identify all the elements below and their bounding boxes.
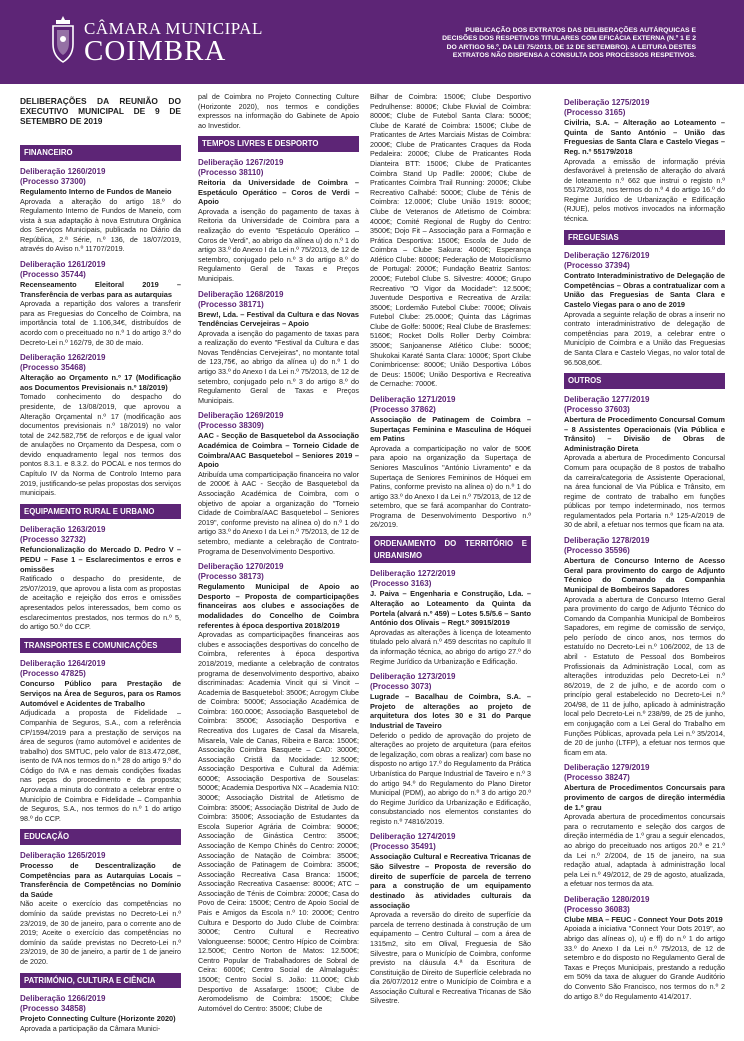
deliberation-title: Civilria, S.A. – Alteração ao Loteamento – Quinta de Santo António – União das Freguesias de Santa Clara e Castelo Viegas – Reg. n.º 55179/2018 [564, 118, 725, 156]
column-2 [198, 92, 359, 1037]
continued-text: Bilhar de Coimbra: 1500€; Clube Desportivo Pedrulhense: 8000€; Clube Fluvial de Coimbra: 8000€; Clube de Futebol Santa Clara: 5000€; Clube de Karaté de Coimbra: 1500€; Clube de Praticantes de Artes Marciais Mistas de Coimbra: 2000€; Clube de Praticantes Craques da Roda Pedaleira: 2000€; Clube de Praticantes Roda Dianteira BTT: 1500€; Clube de Praticantes Coimbra Stand Up Padlle: 2000€; Clube de Praticantes Coimbra Trail Running: 2000€; Clube Recreativo Calhabé: 5000€; Clube de Ténis de Coimbra: 12.000€; Clube União 1919: 8000€; Clube de Veteranos de Atletismo de Coimbra: 4000€; Comité Regional de Rugby do Centro: 3500€; Dojo Fit – Associação para a Formação e Prática Desportiva: 1500€; Escola de Judo de Coimbra – Clube Sakura: 4000€; Esperança Atlético Clube: 8000€; Federação de Motociclismo de Portugal: 2000€; Fundação Beatriz Santos: 2000€; Futebol Clube S. Silvestre: 4000€; Grupo Recreativo "O Vigor da Mocidade": 12.500€; Juventude Desportiva e Recreativa de Arzila: 3500€; Lordemão Futebol Clube: 7000€; Olivais Futebol Clube: 25.000€; Quinta das Lágrimas Clube de Golfe: 5000€; Real Clube de Brasfemes: 5160€; Rocket Dolls Roller Derby Coimbra: 3500€; Sanjoanense Atlético Clube: 5000€; Shukokai Karaté Santa Clara: 1000€; Sport Clube Conimbricense: 8000€; União Desportiva Lóbos de Deus: 1500€; União Desportiva e Recreativa de Cernache: 7000€. [370, 92, 531, 389]
section-heading: TEMPOS LIVRES E DESPORTO [198, 136, 359, 152]
process-number: (Processo 47825) [20, 669, 86, 679]
deliberation-entry [20, 994, 181, 1033]
deliberation-entry [564, 536, 725, 757]
deliberation-body: Aprovada a emissão de informação prévia desfavorável à pretensão de alteração do alvará de loteamento n.º 662 que instrui o registo n.º 55179/2018, nos termos do n.º 4 do artigo 16.º do Regime Jurídico de Urbanização e Edificação (RJUE), pelos motivos invocados na informação técnica. [564, 156, 725, 223]
meeting-title: DELIBERAÇÕES DA REUNIÃO DO EXECUTIVO MUNICIPAL DE 9 DE SETEMBRO DE 2019 [20, 96, 181, 127]
process-number: (Processo 37394) [564, 261, 630, 271]
deliberation-number: Deliberação 1273/2019 [370, 672, 456, 682]
deliberation-entry [20, 659, 181, 823]
deliberation-title: Projeto Connecting Culture (Horizonte 2020) [20, 1014, 176, 1024]
deliberation-entry [198, 562, 359, 1013]
deliberation-title: Abertura de Procedimento Concursal Comum – 8 Assistentes Operacionais (Via Pública e Trânsito) – Divisão de Obras de Administração Direta [564, 414, 725, 453]
deliberation-entry [20, 851, 181, 967]
deliberation-title: Processo de Descentralização de Competências para as Autarquias Locais – Transferência de Competências no Domínio da Saúde [20, 860, 181, 899]
section-heading: EDUCAÇÃO [20, 829, 181, 845]
process-number: (Processo 37603) [564, 404, 630, 414]
deliberation-body: Aprovada a reversão do direito de superfície da parcela de terreno destinada à construção de um equipamento – Centro Cultural – com a área de 1315m2, sito em Olival, Freguesia de São Silvestre, para o Município de Coimbra, conforme previsto na cláusula 4.ª da Escritura de Constituição de Direito de Superfície celebrada no dia 26/07/2012 entre o Município de Coimbra e a Associação Cultural e Recreativa Tricanas de São Silvestre. [370, 910, 531, 1006]
section-heading: PATRIMÓNIO, CULTURA E CIÊNCIA [20, 973, 181, 989]
deliberation-entry [20, 525, 181, 631]
process-number: (Processo 3073) [370, 682, 432, 692]
deliberation-number: Deliberação 1274/2019 [370, 832, 456, 842]
deliberation-body: Adjudicada a proposta de Fidelidade – Companhia de Seguros, S.A., com a referência CP/1594/2019 para a prestação de serviços na área de seguros (ramo automóvel e acidentes de trabalho) dos SMTUC, pelo valor de 813.472,08€, isento de IVA nos termos do n.º 28 do artigo 9.º do Código do IVA e nas demais condições fixadas nas peças do procedimento e da proposta; Aprovada a minuta do contrato a celebrar entre o Município de Coimbra e Fidelidade – Companhia de Seguros, S.A., nos termos do n.º 1 do artigo 98.º do CCP. [20, 708, 181, 823]
deliberation-title: Reitoria da Universidade de Coimbra – Espetáculo Operático – Coros de Verdi – Apoio [198, 178, 359, 207]
deliberation-entry [564, 98, 725, 224]
coimbra-coat-of-arms-logo [50, 14, 76, 68]
process-number: (Processo 38247) [564, 773, 630, 783]
deliberation-body: Deferido o pedido de aprovação do projeto de alterações ao projeto de arquitetura (para efeitos de legalização, com obras a realizar) com base no disposto no artigo 17.º do Regulamento da Prática Urbanística do Parque Industrial de Taveiro e n.º 3 do artigo 94.º do Regulamento do Plano Diretor Municipal (PDM), ao abrigo do n.º 3 do artigo 20.º do Regime Jurídico da Urbanização e Edificação, consubstanciado nos elementos constantes do registo n.º 74816/2019. [370, 730, 531, 826]
deliberation-title: Alteração ao Orçamento n.º 17 (Modificação aos Documentos Previsionais n.º 18/2019) [20, 373, 181, 392]
deliberation-body: Aprovada a participação da Câmara Munici- [20, 1023, 161, 1033]
deliberation-number: Deliberação 1264/2019 [20, 659, 106, 669]
section-heading: FINANCEIRO [20, 145, 181, 161]
column-1 [20, 92, 181, 1037]
deliberation-title: Abertura de Procedimentos Concursais para provimento de cargos de direção intermédia de 1.º grau [564, 783, 725, 812]
brand-line2: COIMBRA [84, 35, 227, 67]
deliberation-body: Aprovadas as comparticipações financeiras aos clubes e associações desportivas do concelho de Coimbra, referentes à época desportiva 2018/2019, mediante a celebração de contratos programa de desenvolvimento desportivo, abaixo discriminadas: Academia Vincit qui si Vincit – Academia de Basquetebol: 3500€; Acrogym Clube de Coimbra: 5000€; Associação Académica de Coimbra: 160.000€; Associação Basquetebol de Coimbra: 3500€; Associação Desportiva e Recreativa dos Lugares de Casal da Misarela, Misarela, Vale de Canas, Ribeira e Barca: 1500€; Associação Coimbra Basquete – CAD: 3000€; Associação Cristã da Mocidade: 12.500€; Associação Desportiva e Cultural da Adémia: 6000€; Associação Desportiva de Souselas: 5000€; Academia Desportiva NX – Academia N10: 3000€; Associação Distrital de Atletismo de Coimbra: 3500€; Associação Distrital de Judo de Coimbra: 3500€; Associação de Estudantes da Escola Superior Agrária de Coimbra: 9000€; Associação de Ginástica Centro: 3500€; Associação de Kempo Chinês do Centro: 2000€; Associação de Natação de Coimbra: 3500€; Associação de Patinagem de Coimbra: 3500€; Associação Recreativa Casa Branca: 1500€; Associação Recreativa Casaense: 8000€; ATC – Associação de Ténis de Coimbra: 2000€; Casa do Povo de Ceira: 1500€; Centro de Apoio Social de Pais e Amigos da Escola n.º 10: 2000€; Centro Cultura e Desporto do Judo Clube de Coimbra: 3000€; Centro Cultural e Recreativo Valongueense: 5000€; Centro Hípico de Coimbra: 12.500€; Centro Norton de Matos: 12.500€; Centro Popular de Trabalhadores de Sobral de Ceira: 6000€; Centro Social de Almalaguês: 1500€; Centro Social S. João: 11.000€; Club Desportivo de Assafarge: 1500€; Clube de Aeromodelismo de Coimbra: 1500€; Clube Automóvel do Centro: 3500€; Clube de [198, 630, 359, 1013]
deliberation-title: Contrato Interadministrativo de Delegação de Competências – Obras a contratualizar com a União das Freguesias de Santa Clara e Castelo Viegas para o ano de 2019 [564, 271, 725, 310]
deliberation-number: Deliberação 1261/2019 [20, 260, 106, 270]
deliberation-body: Aprovada a abertura de Procedimento Concursal Comum para ocupação de 8 postos de trabalho da carreira/categoria de Assistente Operacional, na área funcional de Via Pública e Trânsito, em regime de contrato de trabalho em funções públicas por tempo indeterminado, nos termos regulamentados pela Portaria n.º 125-A/2019 de 30 de abril, a efetuar nos termos que ficam na ata. [564, 453, 725, 530]
deliberation-title: Recenseamento Eleitoral 2019 – Transferência de verbas para as autarquias [20, 280, 181, 299]
deliberation-body: Aprovada abertura de procedimentos concursais para o recrutamento e seleção dos cargos de direção intermédia de 1.º grau a seguir elencados, ao abrigo do preceituado nos artigos 20.º e 21.º da Lei n.º 2/2004, de 15 de janeiro, na sua redação atual, adaptada à administração local pela Lei n.º 49/2012, de 29 de agosto, atualizada, a efetuar nos termos da ata. [564, 812, 725, 889]
deliberation-entry [370, 395, 531, 530]
deliberation-entry [20, 167, 181, 254]
deliberation-entry [20, 353, 181, 498]
deliberation-title: Regulamento Interno de Fundos de Maneio [20, 186, 172, 196]
deliberation-number: Deliberação 1265/2019 [20, 850, 106, 860]
deliberation-title: Concurso Público para Prestação de Serviços na Área de Seguros, para os Ramos Automóvel e Acidentes de Trabalho [20, 679, 181, 708]
brand-line1: CÂMARA MUNICIPAL [84, 19, 263, 38]
deliberation-entry [564, 763, 725, 889]
process-number: (Processo 36083) [564, 904, 630, 914]
section-heading: ORDENAMENTO DO TERRITÓRIO E URBANISMO [370, 536, 531, 563]
process-number: (Processo 35596) [564, 546, 630, 556]
deliberation-entry [564, 251, 725, 367]
deliberation-entry [370, 672, 531, 826]
process-number: (Processo 3163) [370, 579, 432, 589]
process-number: (Processo 32732) [20, 535, 86, 545]
deliberation-body: Aprovada a comparticipação no valor de 500€ para apoio na organização da Supertaça de Seniores Masculinos "António Livramento" e da Supertaça de Seniores Femininos de Hóquei em Patins, conforme previsto na alínea o) do n.º 1 do artigo 33.º do Anexo I da Lei n.º 75/2013, de 12 de setembro, que se fará acompanhar do Contrato-Programa de Desenvolvimento Desportivo n.º 26/2019. [370, 443, 531, 530]
deliberation-body: Aprovada a isenção do pagamento de taxas à Reitoria da Universidade de Coimbra para a realização do evento "Espetáculo Operático – Coros de Verdi", ao abrigo da alínea u) do n.º 1 do artigo 33.º do Anexo I da Lei n.º 75/2013, de 12 de setembro, conjugado pelo n.º 3 do artigo 8.º do Regulamento Geral de Taxas e Preços Municipais. [198, 206, 359, 283]
deliberation-number: Deliberação 1260/2019 [20, 166, 106, 176]
deliberation-body: Aprovadas as alterações à licença de loteamento titulado pelo alvará n.º 459 descritas no capítulo II da informação técnica, ao abrigo do artigo 27.º do Regime Jurídico da Urbanização e Edificação. [370, 627, 531, 666]
process-number: (Processo 3165) [564, 108, 626, 117]
deliberation-number: Deliberação 1275/2019 [564, 98, 650, 107]
deliberation-entry [564, 895, 725, 1001]
column-3 [370, 92, 531, 1037]
deliberation-title: Regulamento Municipal de Apoio ao Desporto – Proposta de comparticipações financeiras aos clubes e associações de modalidades do Concelho de Coimbra referentes à época desportiva 2018/2019 [198, 582, 359, 630]
deliberation-entry [370, 569, 531, 666]
process-number: (Processo 38110) [198, 168, 264, 177]
deliberation-number: Deliberação 1269/2019 [198, 411, 284, 421]
deliberation-title: Refuncionalização do Mercado D. Pedro V – PEDU – Fase 1 – Esclarecimentos e erros e omissões [20, 545, 181, 574]
deliberation-body: Aprovada a isenção do pagamento de taxas para a realização do evento "Festival da Cultura e das Novas Tendências Cervejeiras", no montante total de 123,75€, ao abrigo da alínea u) do n.º 1 do artigo 33.º do Anexo I da Lei n.º 75/2013, de 12 de setembro, conjugado pelo n.º 3 do artigo 8.º do Regulamento Geral de Taxas e Preços Municipais. [198, 328, 359, 405]
deliberation-title: Lugrade – Bacalhau de Coimbra, S.A. – Projeto de alterações ao projeto de arquitetura dos lotes 30 e 31 do Parque Industrial de Taveiro [370, 692, 531, 731]
deliberation-number: Deliberação 1272/2019 [370, 569, 456, 579]
process-number: (Processo 38171) [198, 299, 264, 309]
continued-text: pal de Coimbra no Projeto Connecting Culture (Horizonte 2020), nos termos e condições expressos na informação do Gabinete de Apoio ao Investidor. [198, 92, 359, 130]
deliberation-title: Clube MBA – FEUC - Connect Your Dots 2019 [564, 914, 723, 924]
deliberation-number: Deliberação 1268/2019 [198, 289, 284, 299]
deliberation-number: Deliberação 1267/2019 [198, 158, 284, 167]
deliberation-title: Brew!, Lda. – Festival da Cultura e das Novas Tendências Cervejeiras – Apoio [198, 309, 359, 329]
masthead [0, 0, 744, 84]
deliberation-number: Deliberação 1280/2019 [564, 894, 650, 904]
deliberation-body: Aprovada a seguinte relação de obras a inserir no contrato interadministrativo de delegação de competências para 2019, a celebrar entre o Município de Coimbra e a União das Freguesias de Santa Clara e Castelo Viegas, no valor total de 96.508,60€. [564, 309, 725, 367]
deliberation-number: Deliberação 1262/2019 [20, 353, 106, 363]
deliberation-body: Ratificado o despacho do presidente, de 25/07/2019, que aprovou a lista com as propostas de aceitação e rejeição dos erros e omissões apresentados pelos interessados, bem como os esclarecimentos prestados, nos termos do n.º 5, do artigo 50.º do CCP. [20, 574, 181, 632]
section-heading: OUTROS [564, 373, 725, 389]
process-number: (Processo 35491) [370, 842, 436, 852]
process-number: (Processo 35468) [20, 363, 86, 373]
process-number: (Processo 38309) [198, 421, 264, 431]
deliberation-number: Deliberação 1277/2019 [564, 394, 650, 404]
deliberation-title: J. Paiva – Engenharia e Construção, Lda. – Alteração ao Loteamento da Quinta da Portela (alvará n.º 459) – Lotes 5.5/5.6 – Santo António dos Olivais – Regt.º 30915/2019 [370, 589, 531, 628]
deliberation-title: Abertura de Concurso Interno de Acesso Geral para provimento do cargo de Adjunto Técnico do Comando da Companhia Municipal de Bombeiros Sapadores [564, 556, 725, 594]
deliberation-entry [198, 290, 359, 406]
deliberation-title: Associação de Patinagem de Coimbra – Supertaças Feminina e Masculina de Hóquei em Patins [370, 414, 531, 444]
publication-note: PUBLICAÇÃO DOS EXTRATOS DAS DELIBERAÇÕES AUTÁRQUICAS E DECISÕES DOS RESPETIVOS TITULARES COM EFICÁCIA EXTERNA (N.º 1 E 2 DO ARTIGO 56.º, DA LEI 75/2013, DE 12 DE SETEMBRO). A LEITURA DESTES EXTRATOS NÃO DISPENSA A CONSULTA DOS PROCESSOS RESPETIVOS. [442, 27, 696, 59]
deliberation-number: Deliberação 1276/2019 [564, 251, 650, 261]
deliberation-number: Deliberação 1278/2019 [564, 536, 650, 546]
section-heading: FREGUESIAS [564, 230, 725, 246]
deliberation-body: Aprovada a repartição dos valores a transferir para as Freguesias do Concelho de Coimbra, na importância total de 1.106,34€, distribuídos de acordo com o preceituado no n.º 1 do artigo 3.º do Decreto-Lei n.º 162/79, de 30 de maio. [20, 299, 181, 347]
deliberation-entry [20, 260, 181, 347]
column-4 [564, 92, 725, 1037]
process-number: (Processo 35744) [20, 270, 86, 280]
process-number: (Processo 38173) [198, 572, 264, 582]
deliberation-body: Aprovada a alteração do artigo 18.º do Regulamento Interno de Fundos de Maneio, com vista à sua adaptação à nova Estrutura Orgânica dos Serviços Municipais, publicada no Diário da República, 2.ª Série, n.º 136, de 18/07/2019, através do Aviso n.º 11707/2019. [20, 196, 181, 254]
deliberation-entry [198, 411, 359, 556]
deliberation-body: Aprovada a abertura de Concurso Interno Geral para provimento do cargo de Adjunto Técnico do Comando da Companhia Municipal de Bombeiros Sapadores, em regime de comissão de serviço, pelo período de cinco anos, nos termos do estatuído no Decreto-Lei n.º 106/2002, de 13 de abril - Estatuto de Pessoal dos Bombeiros Profissionais da Administração Local, com as alterações introduzidas pelo Decreto-Lei n.º 86/2019, de 2 de julho, e de acordo com o princípio geral estabelecido no Decreto-Lei n.º 204/98, de 11 de julho, aplicado à administração local pelo Decreto-Lei n.º 238/99, de 25 de junho, em conjugação com a Lei Geral do Trabalho em Funções Públicas, aprovada pela Lei n.º 35/2014, de 20 de junho (LTFP), a efetuar nos termos que ficam em ata. [564, 594, 725, 757]
section-heading: EQUIPAMENTO RURAL E URBANO [20, 504, 181, 520]
deliberation-body: Apoiada a iniciativa "Connect Your Dots 2019", ao abrigo das alíneas o), u) e ff) do n.º 1 do artigo 33.º do Anexo I da Lei n.º 75/2013, de 12 de setembro e do disposto no Regulamento Geral de Taxas e Preços Municipais, prestando a redução em 50% da taxa de aluguer do Grande Auditório do Convento São Francisco, nos termos do n.º 2 do artigo 8.º do Regulamento 414/2017. [564, 924, 725, 1001]
deliberation-title: AAC - Secção de Basquetebol da Associação Académica de Coimbra – Torneio Cidade de Coimbra/AAC Basquetebol – Seniores 2019 – Apoio [198, 431, 359, 470]
deliberation-body: Atribuída uma comparticipação financeira no valor de 2000€ à AAC - Secção de Basquetebol da Associação Académica de Coimbra, com o objetivo de apoiar a organização do "Torneio Cidade de Coimbra/AAC Basquetebol – Seniores 2019", conforme previsto na alínea o) do n.º 1 do artigo 33.º do Anexo I da Lei n.º 75/2013, de 12 de setembro, mediante a celebração de Contrato-Programa de Desenvolvimento Desportivo. [198, 469, 359, 556]
deliberation-body: Não aceite o exercício das competências no domínio da saúde previstas no Decreto-Lei n.º 23/2019, de 30 de janeiro, para o corrente ano de 2019; Aceite o exercício das competências no domínio da saúde previstas no Decreto-Lei n.º 23/2019, de 30 de janeiro, a partir de 1 de janeiro de 2020. [20, 899, 181, 966]
deliberation-entry [564, 395, 725, 530]
deliberation-entry [198, 158, 359, 284]
deliberation-title: Associação Cultural e Recreativa Tricanas de São Silvestre – Proposta de reversão do direito de superfície de parcela de terreno para a construção de um equipamento destinado às atividades culturais da associação [370, 852, 531, 910]
deliberation-number: Deliberação 1270/2019 [198, 562, 284, 572]
deliberation-number: Deliberação 1279/2019 [564, 763, 650, 773]
deliberation-number: Deliberação 1266/2019 [20, 994, 106, 1004]
process-number: (Processo 37300) [20, 176, 86, 186]
deliberation-entry [370, 832, 531, 1006]
process-number: (Processo 34858) [20, 1004, 86, 1014]
deliberation-number: Deliberação 1263/2019 [20, 525, 106, 535]
process-number: (Processo 37862) [370, 404, 436, 414]
section-heading: TRANSPORTES E COMUNICAÇÕES [20, 638, 181, 654]
deliberation-body: Tomado conhecimento do despacho do presidente, de 13/08/2019, que aprovou a Alteração Orçamental n.º 17 (modificação aos documentos previsionais n.º 18/2019) no valor total de 242.582,75€ de reforços e de igual valor de anulações no Orçamento da Despesa, com o devido enquadramento legal nos termos dos pontos 8.3.1. e 8.3.2. do POCAL e nos termos do Capítulo IV da Norma de Controlo Interno para 2019, justificando-se pelas propostas dos serviços municipais. [20, 392, 181, 498]
deliberation-number: Deliberação 1271/2019 [370, 394, 456, 404]
